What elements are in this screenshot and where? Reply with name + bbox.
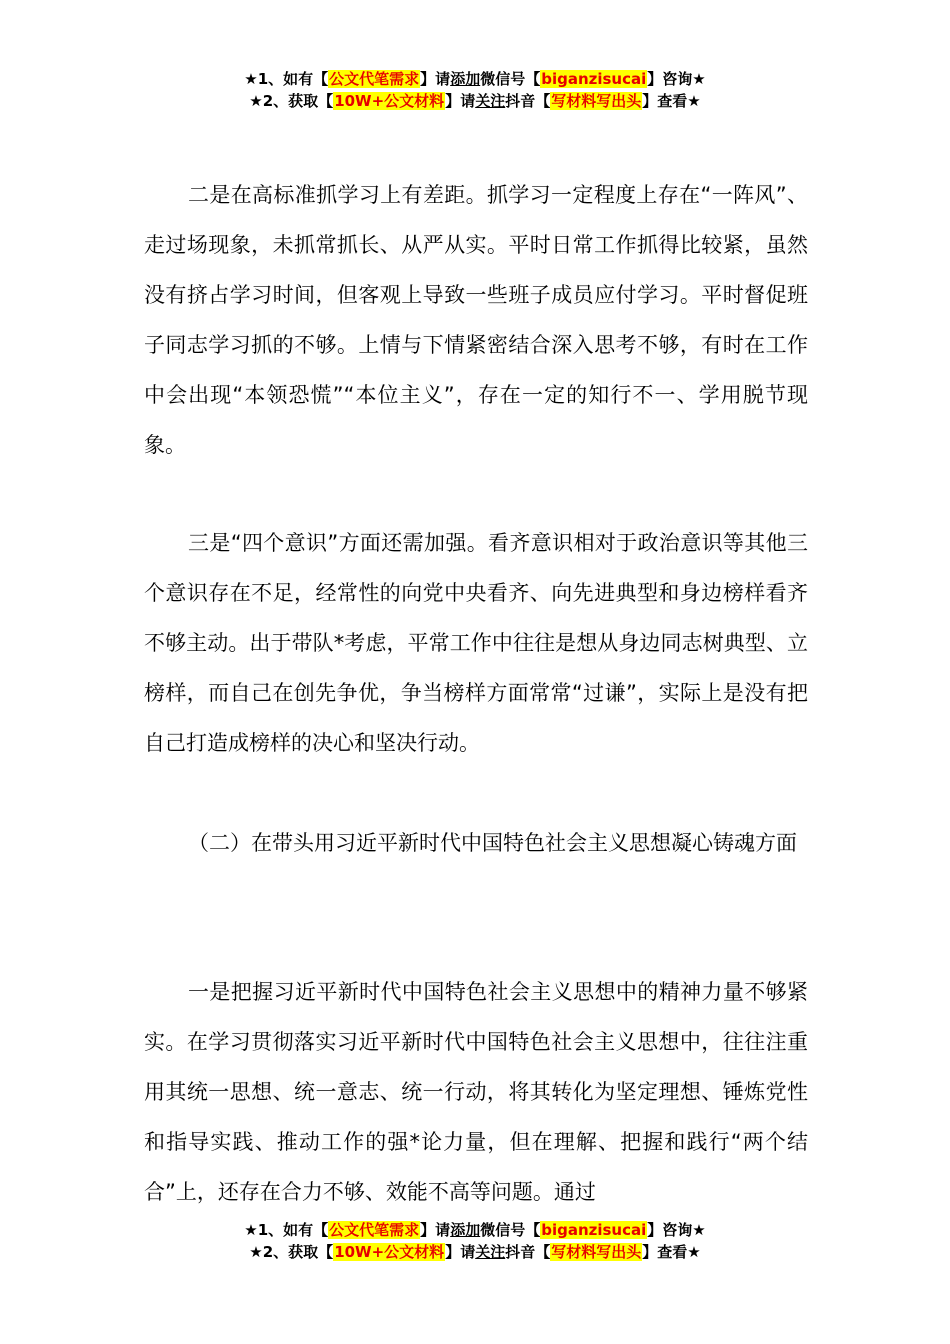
banner-text: 】查看★ [642, 1243, 701, 1261]
highlight-douyin-account: 写材料写出头 [551, 92, 642, 110]
highlight-service: 公文代笔需求 [329, 70, 420, 88]
banner-text: 】请 [445, 1243, 476, 1261]
banner-text: ★2、获取【 [249, 1243, 334, 1261]
banner-text: 】咨询★ [647, 1221, 706, 1239]
header-banner-line-2 [0, 90, 950, 112]
highlight-douyin-account: 写材料写出头 [551, 1243, 642, 1261]
paragraph-spiritual-power: 一是把握习近平新时代中国特色社会主义思想中的精神力量不够紧实。在学习贯彻落实习近平新时代中国特色社会主义思想中，往往注重用其统一思想、统一意志、统一行动，将其转化为坚定理想、锤炼党性和指导实践、推动工作的强*论力量，但在理解、把握和践行“两个结合”上，还存在合力不够、效能不高等问题。通过 [144, 980, 808, 1204]
highlight-materials: 10W+公文材料 [334, 92, 445, 110]
banner-text: 微信号【 [480, 1221, 541, 1239]
highlight-materials: 10W+公文材料 [334, 1243, 445, 1261]
underlined-word: 关注 [475, 92, 506, 110]
banner-text: 抖音【 [505, 1243, 551, 1261]
highlight-wechat-id: biganzisucai [541, 1221, 647, 1239]
footer-banner-line-2 [0, 1241, 950, 1263]
section-heading: （二）在带头用习近平新时代中国特色社会主义思想凝心铸魂方面 [188, 831, 797, 855]
underlined-word: 添加 [450, 70, 481, 88]
banner-text: 抖音【 [505, 92, 551, 110]
banner-text: 】咨询★ [647, 70, 706, 88]
banner-text: 】请 [420, 1221, 451, 1239]
banner-text: 】请 [420, 70, 451, 88]
highlight-service: 公文代笔需求 [329, 1221, 420, 1239]
banner-text: 微信号【 [480, 70, 541, 88]
header-banner-line-1 [0, 68, 950, 90]
paragraph-four-consciousness: 三是“四个意识”方面还需加强。看齐意识相对于政治意识等其他三个意识存在不足，经常性的向党中央看齐、向先进典型和身边榜样看齐不够主动。出于带队*考虑，平常工作中往往是想从身边同志树典型、立榜样，而自己在创先争优，争当榜样方面常常“过谦”，实际上是没有把自己打造成榜样的决心和坚决行动。 [144, 531, 808, 755]
banner-text: ★1、如有【 [244, 1221, 329, 1239]
banner-text: ★2、获取【 [249, 92, 334, 110]
banner-text: 】请 [445, 92, 476, 110]
underlined-word: 添加 [450, 1221, 481, 1239]
paragraph-study-gap: 二是在高标准抓学习上有差距。抓学习一定程度上存在“一阵风”、走过场现象，未抓常抓长、从严从实。平时日常工作抓得比较紧，虽然没有挤占学习时间，但客观上导致一些班子成员应付学习。平时督促班子同志学习抓的不够。上情与下情紧密结合深入思考不够，有时在工作中会出现“本领恐慌”“本位主义”，存在一定的知行不一、学用脱节现象。 [144, 183, 808, 457]
footer-banner-line-1 [0, 1219, 950, 1241]
underlined-word: 关注 [475, 1243, 506, 1261]
banner-text: ★1、如有【 [244, 70, 329, 88]
highlight-wechat-id: biganzisucai [541, 70, 647, 88]
header-banner [0, 68, 950, 112]
footer-banner [0, 1219, 950, 1263]
banner-text: 】查看★ [642, 92, 701, 110]
